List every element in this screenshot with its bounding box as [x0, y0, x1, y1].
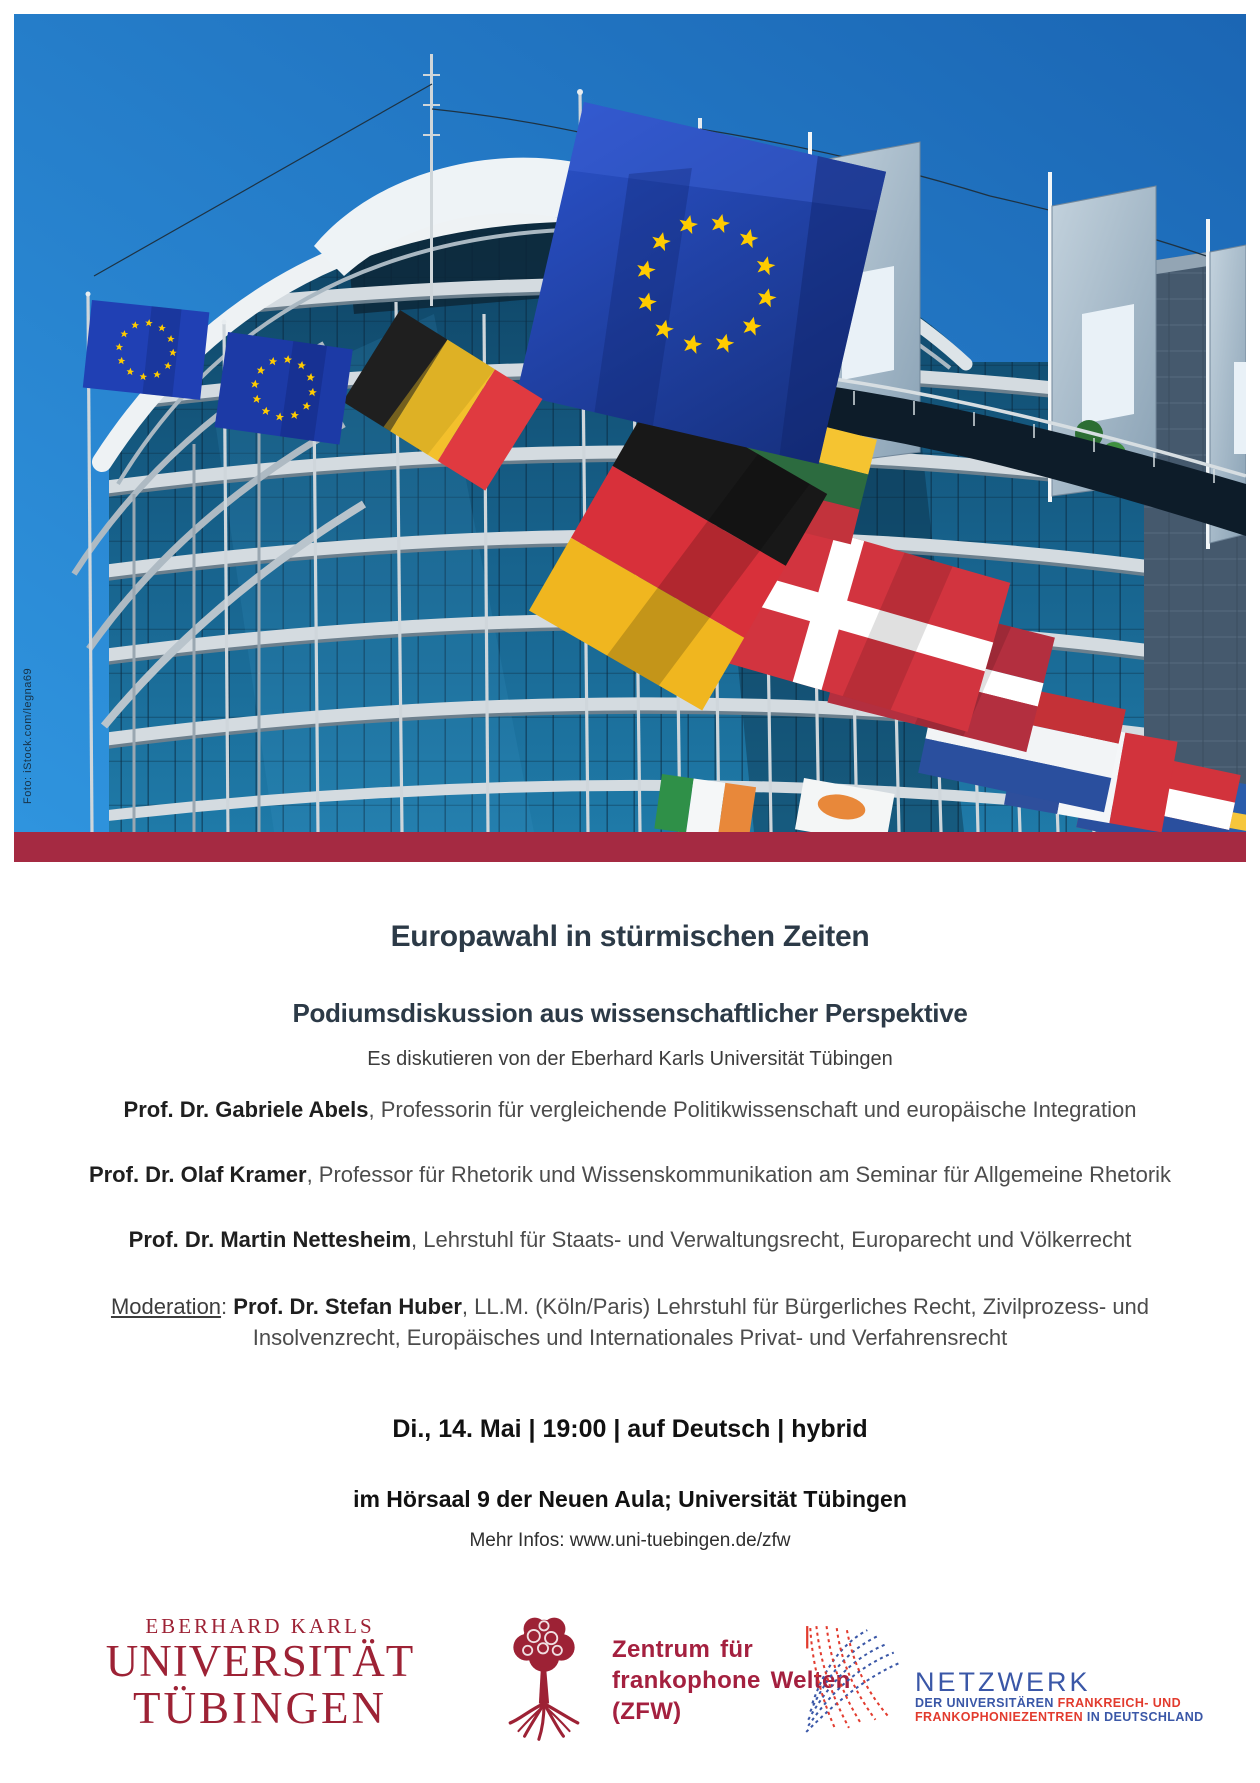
speaker-desc: , Lehrstuhl für Staats- und Verwaltungsrecht, Europarecht und Völkerrecht — [411, 1227, 1132, 1252]
ut-logo-line2: UNIVERSITÄT — [105, 1636, 415, 1686]
zfw-line1: Zentrum für — [612, 1636, 753, 1663]
event-subtitle: Podiumsdiskussion aus wissenschaftlicher Perspektive — [292, 998, 968, 1028]
accent-bar — [14, 832, 1246, 862]
event-location: im Hörsaal 9 der Neuen Aula; Universität Tübingen — [353, 1486, 907, 1512]
flag-eu-1 — [83, 300, 210, 400]
moderation-separator: : — [221, 1294, 234, 1319]
speaker-desc: , Professor für Rhetorik und Wissenskommunikation am Seminar für Allgemeine Rhetorik — [306, 1162, 1172, 1187]
speaker-desc: , Professorin für vergleichende Politikwissenschaft und europäische Integration — [368, 1097, 1137, 1122]
moderator-name: Prof. Dr. Stefan Huber — [233, 1294, 462, 1319]
netzwerk-fan-icon — [800, 1622, 902, 1734]
netzwerk-subtitle-line2: FRANKOPHONIEZENTREN IN DEUTSCHLAND — [915, 1709, 1204, 1724]
speaker-line-nettesheim — [0, 1227, 1260, 1253]
event-datetime: Di., 14. Mai | 19:00 | auf Deutsch | hybrid — [392, 1415, 868, 1443]
netzwerk-label — [915, 1667, 1204, 1724]
moderation-label: Moderation — [110, 1294, 222, 1319]
flag-eu-2 — [215, 332, 353, 445]
moderator-desc: , LL.M. (Köln/Paris) Lehrstuhl für Bürgerliches Recht, Zivilprozess- und Insolvenzrecht, Europäisches und Internationales Privat- und Verfahrensrecht — [252, 1294, 1150, 1350]
speaker-name: Prof. Dr. Gabriele Abels — [123, 1097, 369, 1122]
ut-logo-line1: EBERHARD KARLS — [145, 1614, 375, 1638]
more-info: Mehr Infos: www.uni-tuebingen.de/zfw — [469, 1530, 791, 1551]
moderation-line — [110, 1291, 1150, 1353]
zfw-tree-icon — [498, 1612, 590, 1748]
netzwerk-title: NETZWERK — [915, 1667, 1091, 1697]
speaker-name: Prof. Dr. Martin Nettesheim — [128, 1227, 412, 1252]
speaker-line-abels — [0, 1097, 1260, 1123]
speaker-line-kramer — [0, 1162, 1260, 1188]
ut-logo-line3: TÜBINGEN — [133, 1683, 387, 1733]
zfw-line2: frankophone Welten — [612, 1667, 851, 1694]
photo-credit: Foto: iStock.com/legna69 — [22, 667, 34, 804]
netzwerk-subtitle-line1: DER UNIVERSITÄREN FRANKREICH- UND — [915, 1696, 1181, 1710]
european-parliament-illustration — [14, 14, 1246, 832]
university-tuebingen-logo — [70, 1614, 450, 1732]
zfw-line3: (ZFW) — [612, 1698, 682, 1725]
speaker-name: Prof. Dr. Olaf Kramer — [88, 1162, 307, 1187]
event-title: Europawahl in stürmischen Zeiten — [390, 920, 870, 953]
panel-intro: Es diskutieren von der Eberhard Karls Universität Tübingen — [367, 1048, 893, 1070]
parliament-photo — [14, 14, 1246, 832]
